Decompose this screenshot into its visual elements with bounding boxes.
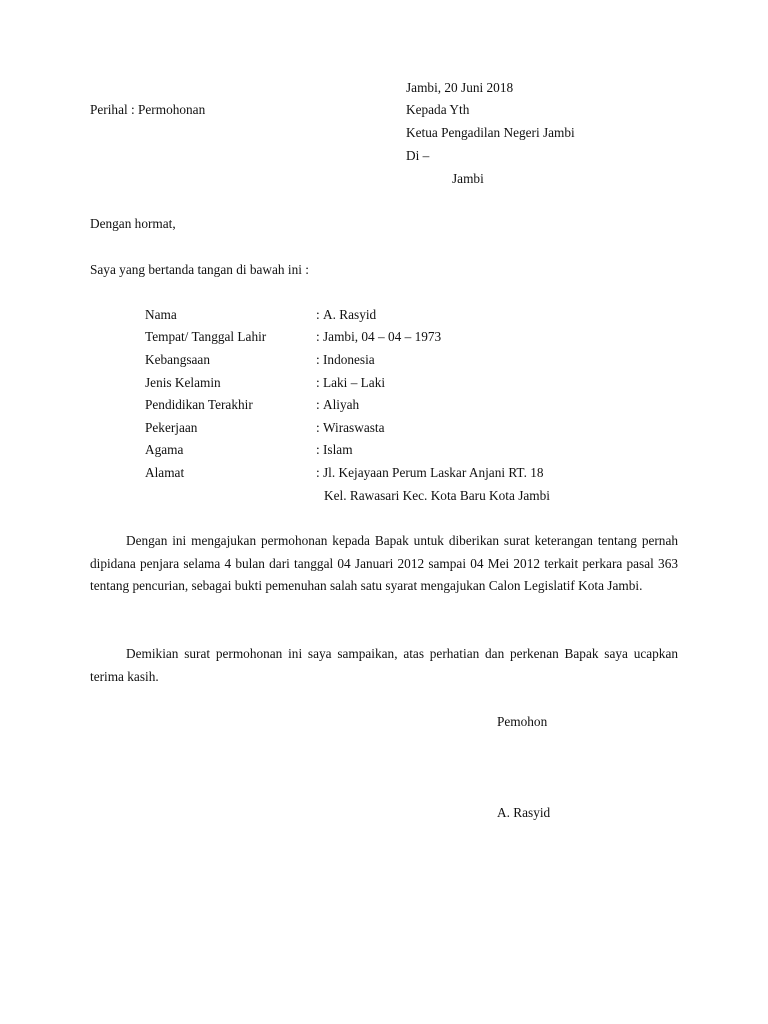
identity-label: Pekerjaan [145,420,198,435]
identity-row-nationality [145,352,685,368]
closing-role: Pemohon [497,714,548,729]
identity-row-occupation [145,420,685,436]
identity-row-name [145,307,685,323]
identity-separator: : [316,375,320,390]
identity-label: Agama [145,442,184,457]
body-paragraph-2-text: Demikian surat permohonan ini saya sampaikan, atas perhatian dan perkenan Bapak saya ucapkan terima kasih. [90,646,678,684]
identity-row-gender [145,375,685,391]
identity-label: Pendidikan Terakhir [145,397,253,412]
identity-row-birth [145,329,685,345]
addressee-line-1: Kepada Yth [406,102,470,117]
identity-separator: : [316,420,320,435]
identity-value: Jambi, 04 – 04 – 1973 [323,329,442,344]
identity-value: Laki – Laki [323,375,386,390]
identity-separator: : [316,329,320,344]
addressee-city: Jambi [452,171,484,186]
address-line-2: Kel. Rawasari Kec. Kota Baru Kota Jambi [324,488,550,503]
identity-value: Aliyah [323,397,360,412]
identity-row-education [145,397,685,413]
identity-separator: : [316,352,320,367]
identity-label: Kebangsaan [145,352,210,367]
addressee-line-3: Di – [406,148,430,163]
identity-row-religion [145,442,685,458]
identity-label: Tempat/ Tanggal Lahir [145,329,267,344]
body-paragraph-1 [90,530,678,598]
identity-value: A. Rasyid [323,307,377,322]
intro-line: Saya yang bertanda tangan di bawah ini : [90,262,309,277]
greeting: Dengan hormat, [90,216,176,231]
signer-name: A. Rasyid [497,805,551,820]
identity-separator: : [316,442,320,457]
identity-separator: : [316,397,320,412]
addressee-line-2: Ketua Pengadilan Negeri Jambi [406,125,575,140]
identity-value: Wiraswasta [323,420,385,435]
identity-value: Indonesia [323,352,375,367]
identity-label: Nama [145,307,177,322]
letter-date: Jambi, 20 Juni 2018 [406,80,514,95]
body-paragraph-1-text: Dengan ini mengajukan permohonan kepada Bapak untuk diberikan surat keterangan tentang pernah dipidana penjara selama 4 bulan dari tanggal 04 Januari 2012 sampai 04 Mei 2012 terkait perkara pasal 363 tentang pencurian, sebagai bukti pemenuhan salah satu syarat mengajukan Calon Legislatif Kota Jambi. [90,533,678,594]
identity-separator: : [316,307,320,322]
identity-separator: : [316,465,320,480]
identity-label: Jenis Kelamin [145,375,221,390]
identity-label: Alamat [145,465,185,480]
identity-row-address [145,465,685,481]
letter-subject: Perihal : Permohonan [90,102,206,117]
identity-value: Jl. Kejayaan Perum Laskar Anjani RT. 18 [323,465,544,480]
body-paragraph-2 [90,643,678,688]
identity-value: Islam [323,442,353,457]
